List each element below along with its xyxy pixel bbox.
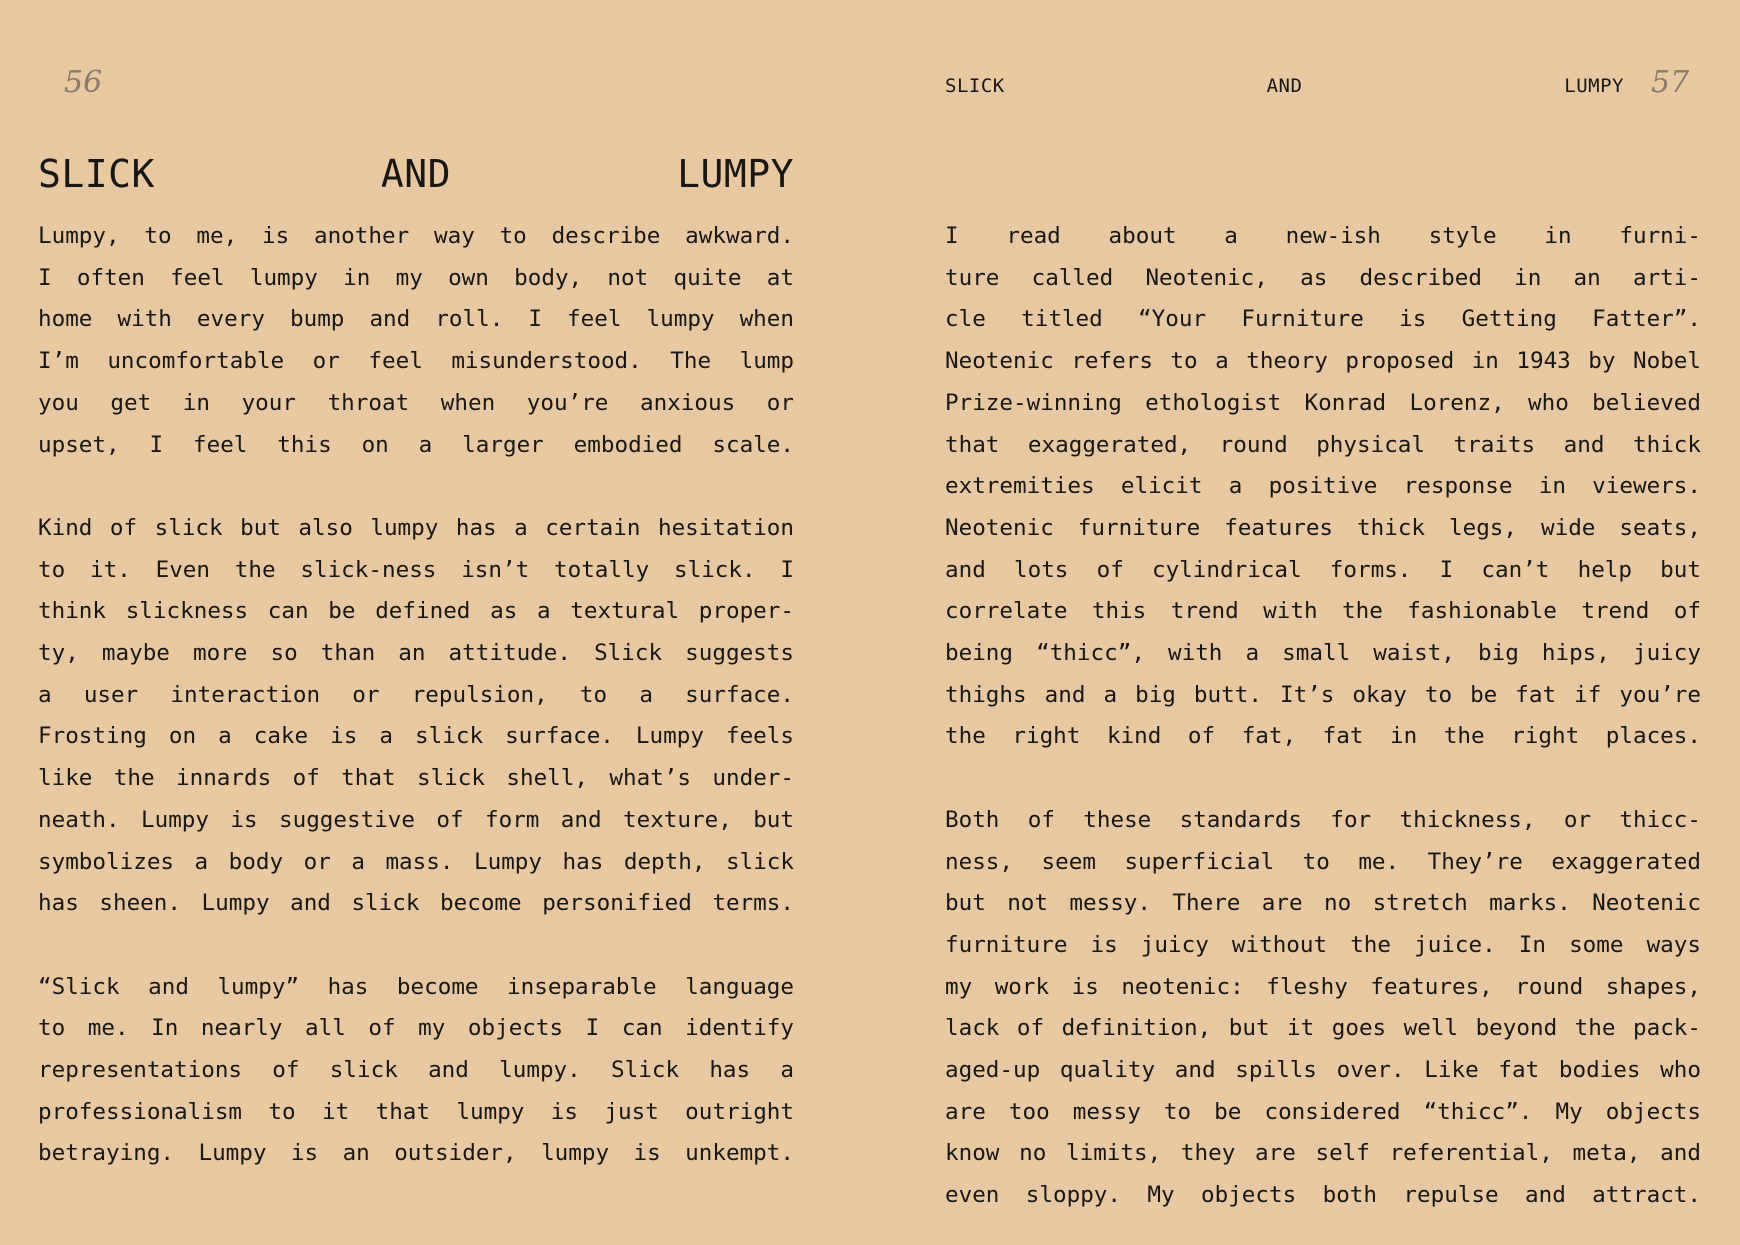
running-head bbox=[945, 72, 1624, 100]
running-head-and: AND bbox=[1266, 75, 1303, 97]
paragraph: Kind of slick but also lumpy has a certain hesitation to it. Even the slick-ness isn’t totally slick. I think slickness can be defined as a textural proper- ty, maybe more so than an attitude. Slick suggests a user interaction or repulsion, to a surface. Frosting on a cake is a slick surface. Lumpy feels like the innards of that slick shell, what’s under- neath. Lumpy is suggestive of form and texture, but symbolizes a body or a mass. Lumpy has depth, slick has sheen. Lumpy and slick become personified terms. bbox=[38, 514, 794, 917]
title-word-and: AND bbox=[380, 152, 452, 196]
left-text-column bbox=[38, 216, 794, 1175]
paragraph: Lumpy, to me, is another way to describe awkward. I often feel lumpy in my own body, not quite at home with every bump and roll. I feel lumpy when I’m uncomfortable or feel misunderstood. The lump you get in your throat when you’re anxious or upset, I feel this on a larger embodied scale. bbox=[38, 223, 794, 458]
paragraph: I read about a new-ish style in furni- ture called Neotenic, as described in an arti- cle titled “Your Furniture is Getting Fatter”. Neotenic refers to a theory proposed in 1943 by Nobel Prize-winning ethologist Konrad Lorenz, who believed that exaggerated, round physical traits and thick extremities elicit a positive response in viewers. Neotenic furniture features thick legs, wide seats, and lots of cylindrical forms. I can’t help but correlate this trend with the fashionable trend of being “thicc”, with a small waist, big hips, juicy thighs and a big butt. It’s okay to be fat if you’re the right kind of fat, fat in the right places. bbox=[945, 223, 1701, 750]
right-text-column bbox=[945, 216, 1701, 1217]
page-number-left: 56 bbox=[64, 65, 103, 100]
page-title bbox=[38, 146, 794, 202]
paragraph: Both of these standards for thickness, or thicc- ness, seem superficial to me. They’re exaggerated but not messy. There are no stretch marks. Neotenic furniture is juicy without the juice. In some ways my work is neotenic: fleshy features, round shapes, lack of definition, but it goes well beyond the pack- aged-up quality and spills over. Like fat bodies who are too messy to be considered “thicc”. My objects know no limits, they are self referential, meta, and even sloppy. My objects both repulse and attract. bbox=[945, 806, 1701, 1209]
running-head-lumpy: LUMPY bbox=[1564, 75, 1624, 97]
paragraph: “Slick and lumpy” has become inseparable language to me. In nearly all of my objects I can identify representations of slick and lumpy. Slick has a professionalism to it that lumpy is just outright betraying. Lumpy is an outsider, lumpy is unkempt. bbox=[38, 973, 794, 1167]
page-number-right: 57 bbox=[1651, 65, 1690, 100]
title-word-slick: SLICK bbox=[38, 152, 155, 196]
title-word-lumpy: LUMPY bbox=[677, 152, 794, 196]
running-head-slick: SLICK bbox=[945, 75, 1005, 97]
